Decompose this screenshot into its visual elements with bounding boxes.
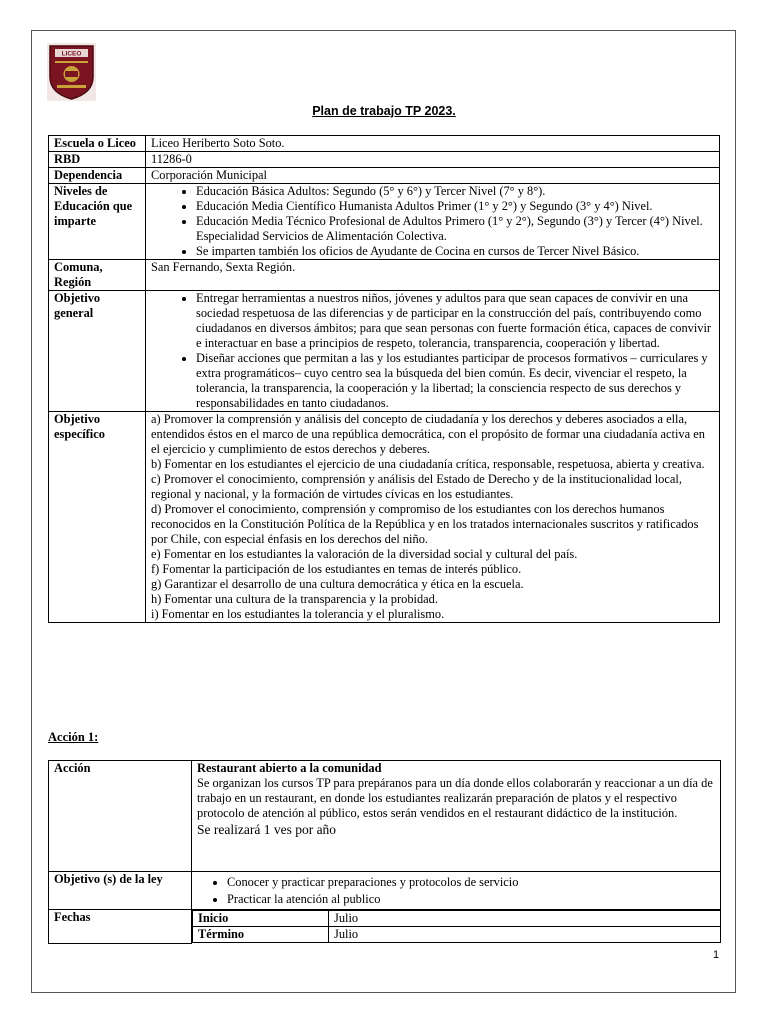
dependencia-label: Dependencia xyxy=(49,168,146,184)
dependencia-value: Corporación Municipal xyxy=(146,168,720,184)
objetivo-general-label: Objetivo general xyxy=(49,291,146,412)
niveles-value xyxy=(146,184,720,260)
objetivo-general-value xyxy=(146,291,720,412)
table-row xyxy=(49,291,720,412)
table-row xyxy=(49,910,721,944)
list-item: a) Promover la comprensión y análisis del concepto de ciudadanía y los derechos y deberes asociados a ella, entendidos éstos en el marco de una república democrática, con el propósito de formar una ciudadanía activa en el ejercicio y cumplimiento de estos derechos y deberes. xyxy=(151,412,705,456)
inicio-value: Julio xyxy=(329,911,721,927)
list-item: g) Garantizar el desarrollo de una cultura democrática y ética en la escuela. xyxy=(151,577,524,591)
termino-label: Término xyxy=(193,927,329,943)
list-item: e) Fomentar en los estudiantes la valoración de la diversidad social y cultural del país. xyxy=(151,547,578,561)
rbd-value: 11286-0 xyxy=(146,152,720,168)
list-item: • Diseñar acciones que permitan a las y los estudiantes participar de procesos formativos – curriculares y extra programáticos– cuyo centro sea la búsqueda del bien común. Es decir, vivenciar el respeto, la tolerancia, la transparencia, la cooperación y la libertad; la consciencia respecto de sus derechos y responsabilidades en tanto ciudadanos. xyxy=(196,351,714,411)
school-info-table xyxy=(48,135,720,623)
niveles-label: Niveles de Educación que imparte xyxy=(49,184,146,260)
list-item: • Educación Básica Adultos: Segundo (5° y 6°) y Tercer Nivel (7° y 8°). xyxy=(196,184,714,199)
fechas-value xyxy=(192,910,721,944)
accion-title: Restaurant abierto a la comunidad xyxy=(197,761,382,775)
table-row xyxy=(193,927,721,943)
table-row xyxy=(49,152,720,168)
table-row xyxy=(193,911,721,927)
accion-label: Acción xyxy=(49,761,192,872)
table-row xyxy=(49,260,720,291)
list-item: h) Fomentar una cultura de la transparencia y la probidad. xyxy=(151,592,438,606)
accion-heading: Acción 1: xyxy=(48,730,99,744)
escuela-label: Escuela o Liceo xyxy=(49,136,146,152)
fechas-label: Fechas xyxy=(49,910,192,944)
objetivos-value xyxy=(192,872,721,910)
accion-description: Se organizan los cursos TP para prepáranos para un día donde ellos colaborarán y reaccionar a un día de trabajo en un restaurant, en donde los estudiantes realizarán preparación de platos y el respectivo protocolo de atención al público, estos serán vendidos en el restaurant didáctico de la institución. xyxy=(197,776,713,820)
table-row xyxy=(49,136,720,152)
table-row xyxy=(49,761,721,872)
objetivos-label: Objetivo (s) de la ley xyxy=(49,872,192,910)
comuna-value: San Fernando, Sexta Región. xyxy=(146,260,720,291)
accion-frequency: Se realizará 1 ves por año xyxy=(197,822,337,837)
list-item: • Educación Media Científico Humanista Adultos Primer (1° y 2°) y Segundo (3° y 4°) Nivel. xyxy=(196,199,714,214)
escuela-value: Liceo Heriberto Soto Soto. xyxy=(146,136,720,152)
list-item: • Entregar herramientas a nuestros niños, jóvenes y adultos para que sean capaces de convivir en una sociedad respetuosa de las diferencias y de participar en la construcción del país, contribuyendo como ciudadanos en diversos ámbitos; para que sean personas con fuerte formación ética, capaces de convivir e interactuar en base a principios de respeto, tolerancia, transparencia, cooperación y libertad. xyxy=(196,291,714,351)
table-row xyxy=(49,168,720,184)
comuna-label: Comuna, Región xyxy=(49,260,146,291)
table-row xyxy=(49,412,720,623)
list-item: • Practicar la atención al publico xyxy=(227,891,715,908)
table-row xyxy=(49,872,721,910)
objetivo-especifico-value xyxy=(146,412,720,623)
termino-value: Julio xyxy=(329,927,721,943)
inicio-label: Inicio xyxy=(193,911,329,927)
list-item: f) Fomentar la participación de los estudiantes en temas de interés público. xyxy=(151,562,522,576)
svg-text:LICEO: LICEO xyxy=(61,50,82,58)
rbd-label: RBD xyxy=(49,152,146,168)
document-title: Plan de trabajo TP 2023. xyxy=(312,104,456,118)
accion-value xyxy=(192,761,721,872)
list-item: c) Promover el conocimiento, comprensión y análisis del Estado de Derecho y de la institucionalidad local, regional y nacional, y la formación de virtudes cívicas en los estudiantes. xyxy=(151,472,682,501)
page-number: 1 xyxy=(713,949,720,961)
table-row xyxy=(49,184,720,260)
fechas-subtable xyxy=(192,910,721,943)
school-logo xyxy=(47,43,96,101)
list-item: d) Promover el conocimiento, comprensión y compromiso de los estudiantes con los derechos humanos reconocidos en la Constitución Política de la República y en los tratados internacionales suscritos y ratificados por Chile, con especial énfasis en los derechos del niño. xyxy=(151,502,699,546)
list-item: • Educación Media Técnico Profesional de Adultos Primero (1° y 2°), Segundo (3°) y Tercer (4°) Nivel. Especialidad Servicios de Alimentación Colectiva. xyxy=(196,214,714,244)
list-item: • Se imparten también los oficios de Ayudante de Cocina en cursos de Tercer Nivel Básico. xyxy=(196,244,714,259)
list-item: i) Fomentar en los estudiantes la tolerancia y el pluralismo. xyxy=(151,607,445,621)
objetivo-especifico-label: Objetivo específico xyxy=(49,412,146,623)
accion-table xyxy=(48,760,721,944)
list-item: b) Fomentar en los estudiantes el ejercicio de una ciudadanía crítica, responsable, respetuosa, abierta y creativa. xyxy=(151,457,705,471)
list-item: • Conocer y practicar preparaciones y protocolos de servicio xyxy=(227,874,715,891)
